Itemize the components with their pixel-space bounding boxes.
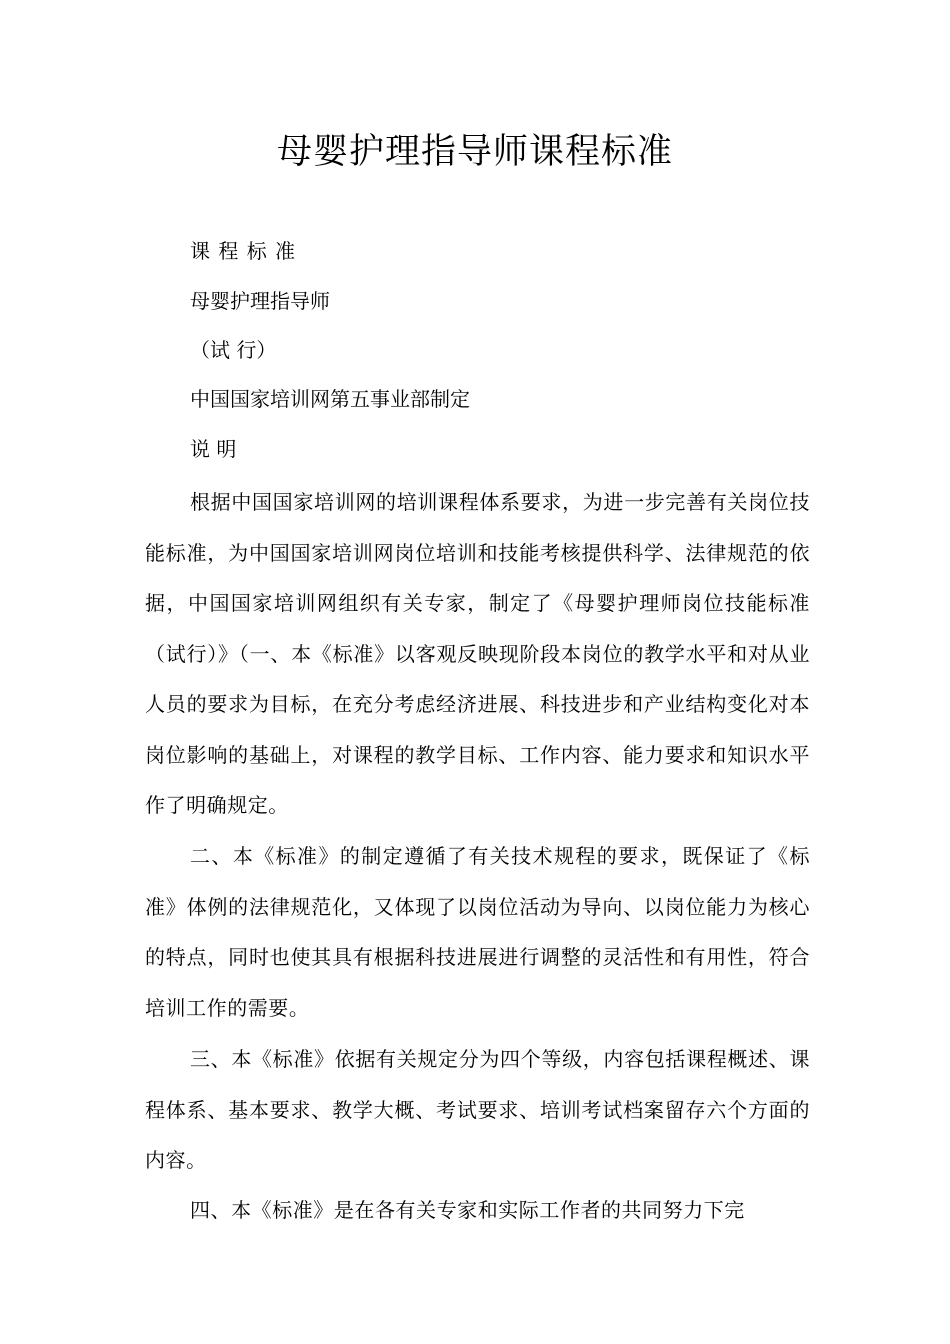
paragraph-intro: 根据中国国家培训网的培训课程体系要求，为进一步完善有关岗位技能标准，为中国国家培训网岗位培训和技能考核提供科学、法律规范的依据，中国国家培训网组织有关专家，制定了《母婴护理师岗位技能标准（试行）》（一、本《标准》以客观反映现阶段本岗位的教学水平和对从业人员的要求为目标，在充分考虑经济进展、科技进步和产业结构变化对本岗位影响的基础上，对课程的教学目标、工作内容、能力要求和知识水平作了明确规定。 [145, 490, 810, 817]
paragraph-three: 三、本《标准》依据有关规定分为四个等级，内容包括课程概述、课程体系、基本要求、教学大概、考试要求、培训考试档案留存六个方面的内容。 [145, 1047, 810, 1172]
document-title: 母婴护理指导师课程标准 [276, 132, 673, 172]
paragraph-two: 二、本《标准》的制定遵循了有关技术规程的要求，既保证了《标准》体例的法律规范化，又体现了以岗位活动为导向、以岗位能力为核心的特点，同时也使其具有根据科技进展进行调整的灵活性和有用性，符合培训工作的需要。 [145, 844, 810, 1020]
paragraph-four: 四、本《标准》是在各有关专家和实际工作者的共同努力下完 [190, 1198, 745, 1222]
trial-note-line: （试 行） [190, 338, 277, 362]
explanation-heading: 说 明 [190, 437, 237, 461]
course-name-line: 母婴护理指导师 [190, 289, 330, 313]
issuer-line: 中国国家培训网第五事业部制定 [190, 387, 470, 411]
course-standard-heading: 课 程 标 准 [190, 239, 297, 263]
